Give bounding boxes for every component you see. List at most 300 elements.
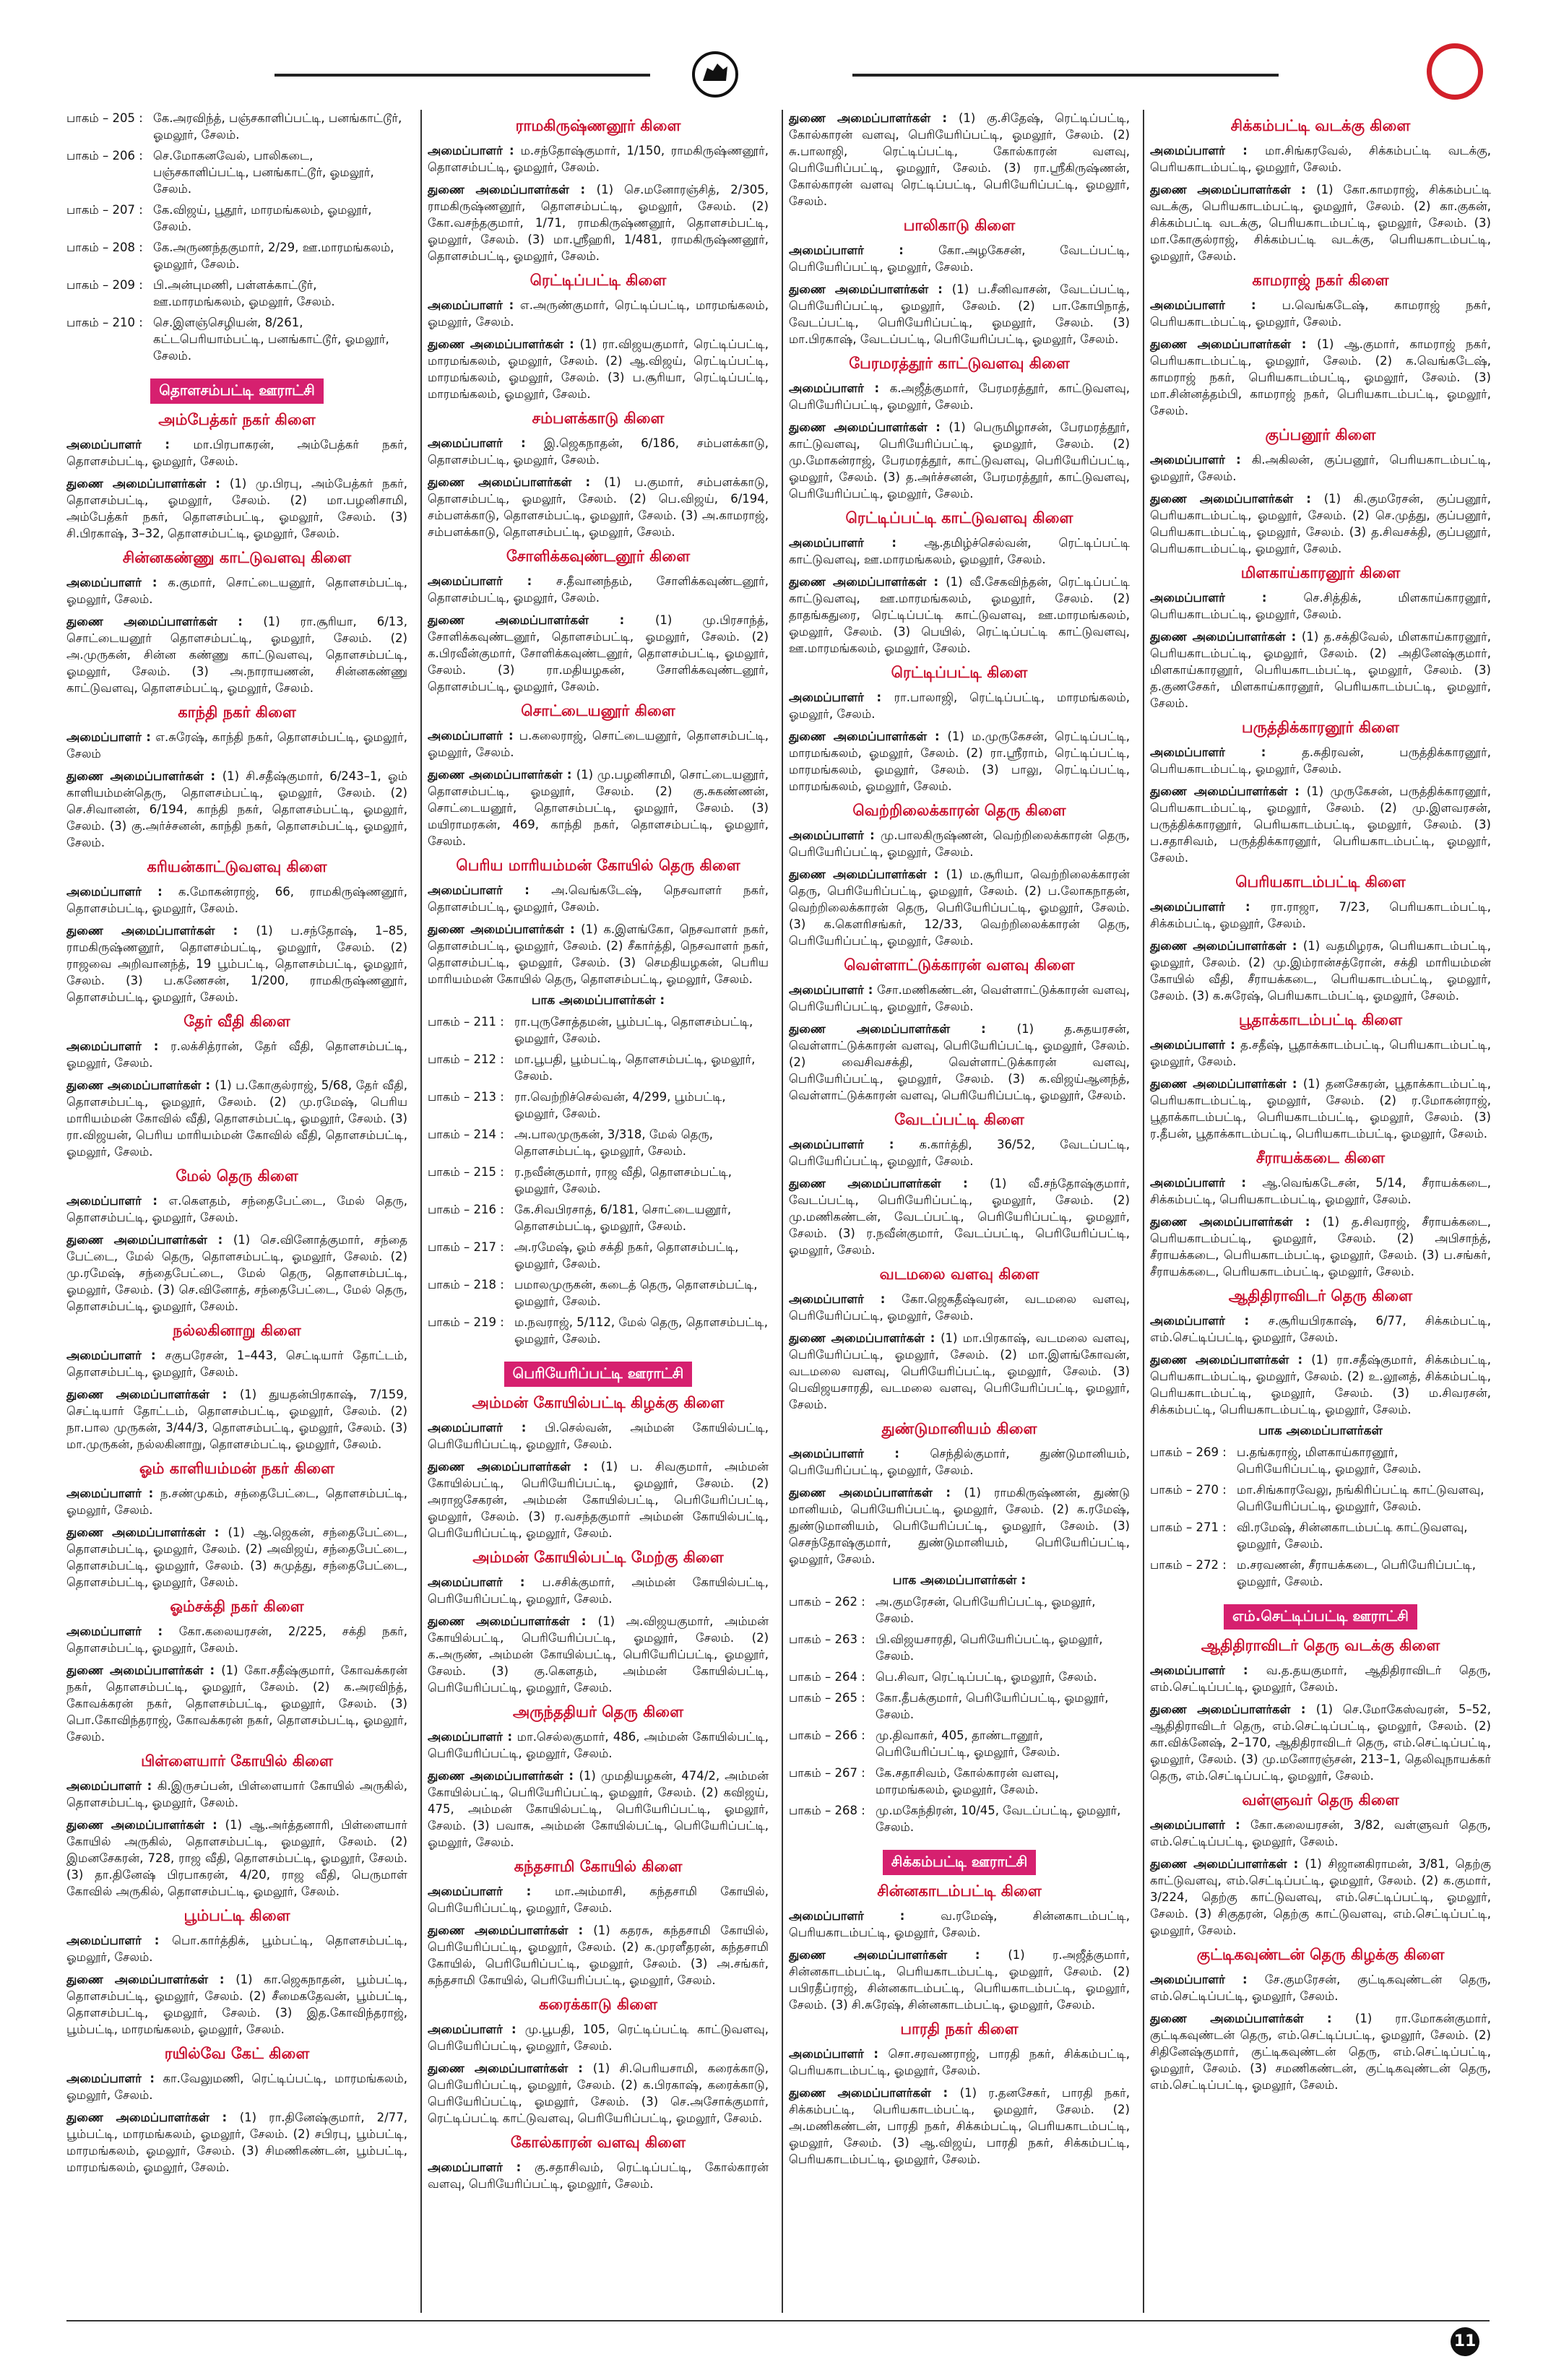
ward-row (428, 1013, 769, 1051)
deputy-label: துணை அமைப்பாளர்கள் : (1150, 1215, 1323, 1229)
deputy-text: (1) ம.முருகேசன், ரெட்டிப்பட்டி, மாரமங்கலம், ஓமலூர், சேலம். (2) ரா.ஸ்ரீராம், ரெட்டிப்பட்டி, மாரமங்கலம், ஓமலூர், சேலம். (3) பாலு, ரெட்டிப்பட்டி, மாரமங்கலம், ஓமலூர், சேலம். (789, 730, 1130, 793)
organiser-entry (789, 242, 1130, 275)
organiser-label: அமைப்பாளர் : (789, 983, 878, 997)
columns (66, 110, 1490, 2313)
deputy-text: (1) ர.அஜீத்குமார், சின்னகாடம்பட்டி, பெரியகாடம்பட்டி, ஓமலூர், சேலம். (2) பபிரதீப்ராஜ், சின்னகாடம்பட்டி, பெரியகாடம்பட்டி, ஓமலூர், சேலம். (3) சி.சுரேஷ், சின்னகாடம்பட்டி, ஓமலூர், சேலம். (789, 1948, 1130, 2012)
ward-member: ம.சரவணன், சீராயக்கடை, பெரியேரிப்பட்டி, ஓமலூர், சேலம். (1237, 1558, 1477, 1588)
deputy-text: (1) ரா.விஜயகுமார், ரெட்டிப்பட்டி, மாரமங்கலம், ஓமலூர், சேலம். (2) ஆ.விஜய், ரெட்டிப்பட்டி, மாரமங்கலம், ஓமலூர், சேலம். (3) ப.சூரியா, ரெட்டிப்பட்டி, மாரமங்கலம், ஓமலூர், சேலம். (428, 337, 769, 401)
deputy-text: (1) ஆ.குமார், காமராஜ் நகர், பெரியகாடம்பட்டி, ஓமலூர், சேலம். (2) க.வெங்கடேஷ், காமராஜ் நகர், பெரியகாடம்பட்டி, ஓமலூர், சேலம். (3) மா.சின்னத்தம்பி, காமராஜ் நகர், பெரியகாடம்பட்டி, ஓமலூர், சேலம். (1150, 337, 1491, 417)
branch-heading: சீராயக்கடை கிளை (1255, 1149, 1386, 1167)
deputy-label: துணை அமைப்பாளர்கள் : (66, 1663, 222, 1677)
deputy-label: துணை அமைப்பாளர்கள் : (789, 867, 946, 881)
organiser-entry (1150, 899, 1491, 932)
ward-number: பாகம் – 264 : (789, 1670, 865, 1684)
organiser-label: அமைப்பாளர் : (789, 1292, 902, 1306)
deputy-entry (66, 768, 407, 851)
deputy-text: (1) துயதன்பிரகாஷ், 7/159, செட்டியார் தோட்டம், தொளசம்பட்டி, ஓமலூர், சேலம். (2) நா.பால முருகன், 3/44/3, தொளசம்பட்டி, ஓமலூர், சேலம். (3) மா.முருகன், நல்லகினாறு, தொளசம்பட்டி, ஓமலூர், சேலம். (66, 1388, 407, 1451)
deputy-entry (66, 1232, 407, 1315)
ward-number: பாகம் – 218 : (428, 1278, 504, 1291)
ward-number: பாகம் – 206 : (66, 149, 143, 163)
deputy-text: (1) சி.சதீஷ்குமார், 6/243–1, ஓம் காளியம்மன்தெரு, தொளசம்பட்டி, ஓமலூர், சேலம். (2) செ.சிவானன், 6/194, காந்தி நகர், தொளசம்பட்டி, ஓமலூர், சேலம். (3) கு.அர்ச்சனன், காந்தி நகர், தொளசம்பட்டி, ஓமலூர், சேலம். (66, 769, 407, 849)
deputy-text: (1) கோ.சதீஷ்குமார், கோவக்கரன் நகர், தொளசம்பட்டி, ஓமலூர், சேலம். (2) க.அரவிந்த், கோவக்கரன் நகர், தொளசம்பட்டி, ஓமலூர், சேலம். (3) பொ.கோவிந்தராஜ், கோவக்கரன் நகர், தொளசம்பட்டி, ஓமலூர், சேலம். (66, 1663, 407, 1744)
deputy-text: (1) செ.மோகேஸ்வரன், 5–52, ஆதிதிராவிடர் தெரு, எம்.செட்டிப்பட்டி, ஓமலூர், சேலம். (2) கா.விக்னேஷ், 2–170, ஆதிதிராவிடர் தெரு, எம்.செட்டிப்பட்டி, ஓமலூர், சேலம். (3) மு.மனோரஞ்சன், 213–1, தெலிவுநாயக்கர் தெரு, எம்.செட்டிப்பட்டி, ஓமலூர், சேலம். (1150, 1702, 1491, 1783)
deputy-entry (428, 474, 769, 540)
wards-title: பாக அமைப்பாளர்கள் : (531, 993, 665, 1008)
deputy-entry (789, 281, 1130, 347)
ward-table (428, 1013, 769, 1351)
deputy-label: துணை அமைப்பாளர்கள் : (789, 1486, 964, 1500)
deputy-entry (1150, 783, 1491, 866)
organiser-label: அமைப்பாளர் : (428, 574, 557, 588)
deputy-label: துணை அமைப்பாளர்கள் : (428, 183, 597, 196)
ward-row (428, 1239, 769, 1276)
deputy-label: துணை அமைப்பாளர்கள் : (789, 1022, 1017, 1036)
organiser-label: அமைப்பாளர் : (789, 1138, 920, 1151)
ward-row (428, 1201, 769, 1239)
deputy-label: துணை அமைப்பாளர்கள் : (789, 282, 952, 296)
ward-number: பாகம் – 269 : (1150, 1445, 1227, 1459)
organiser-label: அமைப்பாளர் : (428, 729, 519, 743)
branch-heading: அம்பேத்கர் நகர் கிளை (158, 411, 316, 428)
organiser-label: அமைப்பாளர் : (66, 1934, 173, 1947)
ward-number: பாகம் – 217 : (428, 1240, 504, 1254)
deputy-entry (428, 1922, 769, 1989)
organiser-text: செந்தில்குமார், துண்டுமானியம், பெரியேரிப்பட்டி, ஓமலூர், சேலம். (789, 1447, 1130, 1477)
deputy-entry (66, 1077, 407, 1160)
ward-row (66, 147, 407, 202)
deputy-entry (789, 1330, 1130, 1413)
branch-heading: பெரிய மாரியம்மன் கோயில் தெரு கிளை (456, 857, 740, 874)
organiser-label: அமைப்பாளர் : (428, 1730, 517, 1744)
organiser-label: அமைப்பாளர் : (1150, 1663, 1266, 1677)
deputy-text: (1) ப.சீனிவாசன், வேடப்பட்டி, பெரியேரிப்பட்டி, ஓமலூர், சேலம். (2) பா.கோபிநாத், வேடப்பட்டி, பெரியேரிப்பட்டி, ஓமலூர், சேலம். (3) மா.பிரகாஷ், வேடப்பட்டி, பெரியேரிப்பட்டி, ஓமலூர், சேலம். (789, 282, 1130, 346)
deputy-text: (1) மு.பழனிசாமி, சொட்டையனூர், தொளசம்பட்டி, ஓமலூர், சேலம். (2) கு.சுகண்ணன், சொட்டையனூர், தொளசம்பட்டி, ஓமலூர், சேலம். (3) மயிராமரகன், 469, காந்தி நகர், தொளசம்பட்டி, ஓமலூர், சேலம். (428, 768, 769, 848)
ward-row (789, 1727, 1130, 1765)
ward-member: செ.இளஞ்செழியன், 8/261, கட்டபெரியாம்பட்டி, பனங்காட்டூர், ஓமலூர், சேலம். (153, 316, 389, 363)
ward-row (428, 1314, 769, 1351)
deputy-text: (1) தனசேகரன், பூதாக்காடம்பட்டி, பெரியகாடம்பட்டி, ஓமலூர், சேலம். (2) ர.மோகன்ராஜ், பூதாக்காடம்பட்டி, பெரியகாடம்பட்டி, ஓமலூர், சேலம். (3) ர.தீபன், பூதாக்காடம்பட்டி, பெரியகாடம்பட்டி, ஓமலூர், சேலம். (1150, 1077, 1491, 1141)
branch-heading: வெள்ளாட்டுக்காரன் வளவு கிளை (844, 956, 1075, 974)
ward-row (789, 1631, 1130, 1669)
branch-heading: தேர் வீதி கிளை (183, 1013, 290, 1030)
organiser-label: அமைப்பாளர் : (789, 2047, 889, 2061)
deputy-text: (1) வீ.சேகவிந்தன், ரெட்டிப்பட்டி காட்டுவளவு, ஊ.மாரமங்கலம், ஓமலூர், சேலம். (2) தாதங்கதுரை, ரெட்டிப்பட்டி காட்டுவளவு, ஊ.மாரமங்கலம், ஓமலூர், சேலம். (3) பெயில், ரெட்டிப்பட்டி காட்டுவளவு, ஊ.மாரமங்கலம், ஓமலூர், சேலம். (789, 575, 1130, 655)
branch-heading: சம்பளக்காடு கிளை (532, 410, 665, 427)
organiser-entry (66, 1623, 407, 1656)
deputy-label: துணை அமைப்பாளர்கள் : (1150, 1353, 1312, 1367)
organiser-text: கோ.அழகேசன், வேடப்பட்டி, பெரியேரிப்பட்டி, ஓமலூர், சேலம். (789, 243, 1130, 274)
deputy-label: துணை அமைப்பாளர்கள் : (428, 768, 576, 782)
organiser-label: அமைப்பாளர் : (66, 2072, 163, 2085)
deputy-entry (1150, 1213, 1491, 1280)
deputy-entry (428, 1458, 769, 1541)
ward-row (66, 239, 407, 277)
organiser-label: அமைப்பாளர் : (66, 1487, 160, 1500)
ward-number: பாகம் – 265 : (789, 1691, 865, 1705)
branch-heading: சின்னகாடம்பட்டி கிளை (877, 1882, 1042, 1900)
ward-banner-wrap (428, 1362, 769, 1387)
organiser-entry (428, 297, 769, 330)
deputy-label: துணை அமைப்பாளர்கள் : (66, 924, 256, 938)
deputy-label: துணை அமைப்பாளர்கள் : (428, 2061, 593, 2075)
organiser-label: அமைப்பாளர் : (428, 1421, 545, 1435)
deputy-text: (1) அ.விஜயகுமார், அம்மன் கோயில்பட்டி, பெரியேரிப்பட்டி, ஓமலூர், சேலம். (2) க.அருண், அம்மன் கோயில்பட்டி, பெரியேரிப்பட்டி, ஓமலூர், சேலம். (3) கு.கௌதம், அம்மன் கோயில்பட்டி, பெரியேரிப்பட்டி, ஓமலூர், சேலம். (428, 1614, 769, 1695)
branch-heading: ரெட்டிப்பட்டி கிளை (530, 272, 667, 289)
deputy-entry (789, 1947, 1130, 2013)
deputy-text: (1) வீ.சந்தோஷ்குமார், வேடப்பட்டி, பெரியேரிப்பட்டி, ஓமலூர், சேலம். (2) மு.மணிகண்டன், வேடப்பட்டி, பெரியேரிப்பட்டி, ஓமலூர், சேலம். (3) ர.நவீன்குமார், வேடப்பட்டி, பெரியேரிப்பட்டி, ஓமலூர், சேலம். (789, 1177, 1130, 1257)
organiser-text: கோ.கலையரசன், 2/225, சக்தி நகர், தொளசம்பட்டி, ஓமலூர், சேலம். (66, 1624, 407, 1655)
organiser-entry (789, 2046, 1130, 2079)
deputy-label: துணை அமைப்பாளர்கள் : (1150, 2012, 1355, 2025)
organiser-entry (1150, 297, 1491, 330)
organiser-entry (1150, 1971, 1491, 2004)
organiser-text: ஆ.வெங்கடேசன், 5/14, சீராயக்கடை, சிக்கம்பட்டி, பெரியகாடம்பட்டி, ஓமலூர், சேலம். (1150, 1176, 1491, 1206)
organiser-label: அமைப்பாளர் : (428, 883, 552, 897)
ward-number: பாகம் – 216 : (428, 1203, 504, 1216)
ward-row (66, 314, 407, 368)
ward-member: அ.ரமேஷ், ஓம் சக்தி நகர், தொளசம்பட்டி, ஓமலூர், சேலம். (514, 1240, 739, 1271)
deputy-label: துணை அமைப்பாளர்கள் : (428, 1614, 598, 1628)
organiser-text: சொ.சரவணராஜ், பாரதி நகர், சிக்கம்பட்டி, பெரியகாடம்பட்டி, ஓமலூர், சேலம். (789, 2047, 1130, 2077)
deputy-entry (1150, 1856, 1491, 1939)
deputy-entry (66, 1971, 407, 2038)
deputy-label: துணை அமைப்பாளர்கள் : (789, 1948, 1008, 1962)
organiser-entry (789, 1291, 1130, 1324)
ward-member: ரா.வெற்றிச்செல்வன், 4/299, பூம்பட்டி, ஓமலூர், சேலம். (514, 1090, 726, 1120)
organiser-entry (428, 2021, 769, 2054)
deputy-entry (1150, 181, 1491, 264)
organiser-text: ர.லக்சித்ரான், தேர் வீதி, தொளசம்பட்டி, ஓமலூர், சேலம். (66, 1039, 407, 1070)
organiser-entry (66, 2070, 407, 2103)
organiser-entry (1150, 1312, 1491, 1346)
organiser-entry (789, 982, 1130, 1015)
branch-heading: சோளிக்கவுண்டனூர் கிளை (506, 548, 691, 565)
deputy-text: (1) ஆ.அர்த்தனாரி, பிள்ளையார் கோயில் அருகில், தொளசம்பட்டி, ஓமலூர், சேலம். (2) இமனசேகரன், 728, ராஜ வீதி, தொளசம்பட்டி, ஓமலூர், சேலம். (3) தா.தினேஷ் பிரபாகரன், 4/20, ராஜ வீதி, பெருமாள் கோவில் அருகில், தொளசம்பட்டி, ஓமலூர், சேலம். (66, 1818, 407, 1898)
deputy-entry (66, 922, 407, 1005)
ward-number: பாகம் – 271 : (1150, 1520, 1227, 1534)
organiser-entry (66, 1038, 407, 1071)
ward-number: பாகம் – 270 : (1150, 1483, 1227, 1497)
deputy-label: துணை அமைப்பாளர்கள் : (66, 2111, 240, 2124)
deputy-label: துணை அமைப்பாளர்கள் : (66, 1973, 236, 1986)
branch-heading: குட்டிகவுண்டன் தெரு கிழக்கு கிளை (1196, 1946, 1445, 1963)
organiser-entry (428, 727, 769, 761)
ward-number: பாகம் – 263 : (789, 1632, 865, 1646)
deputy-text: (1) கு.சிதேஷ், ரெட்டிப்பட்டி, கோல்காரன் வளவு, பெரியேரிப்பட்டி, ஓமலூர், சேலம். (2) சு.பாலாஜி, ரெட்டிப்பட்டி, கோல்காரன் வளவு, பெரியேரிப்பட்டி, ஓமலூர், சேலம். (3) ரா.ஸ்ரீகிருஷ்ணன், கோல்காரன் வளவு ரெட்டிப்பட்டி, பெரியேரிப்பட்டி, ஓமலூர், சேலம். (789, 111, 1130, 208)
ward-row (1150, 1444, 1491, 1481)
ward-member: ம.நவராஜ், 5/112, மேல் தெரு, தொளசம்பட்டி, ஓமலூர், சேலம். (514, 1315, 768, 1346)
organiser-entry (1150, 1037, 1491, 1070)
organiser-text: எ.அருண்குமார், ரெட்டிப்பட்டி, மாரமங்கலம், ஓமலூர், சேலம். (428, 298, 769, 329)
deputy-label: துணை அமைப்பாளர்கள் : (1150, 939, 1303, 953)
ward-table (789, 1593, 1130, 1840)
ward-banner-wrap (66, 378, 407, 404)
deputy-entry (1150, 1076, 1491, 1142)
deputy-text: (1) முமதியழகன், 474/2, அம்மன் கோயில்பட்டி, பெரியேரிப்பட்டி, ஓமலூர், சேலம். (2) கவிஜய், 475, அம்மன் கோயில்பட்டி, பெரியேரிப்பட்டி, ஓமலூர், சேலம். (3) பவாசு, அம்மன் கோயில்பட்டி, பெரியேரிப்பட்டி, ஓமலூர், சேலம். (428, 1769, 769, 1849)
branch-heading: சின்னகண்ணு காட்டுவளவு கிளை (122, 549, 352, 566)
ward-member: கே.விஜய், பூதூர், மாரமங்கலம், ஓமலூர், சேலம். (153, 203, 372, 233)
deputy-label: துணை அமைப்பாளர்கள் : (428, 1924, 594, 1937)
ward-number: பாகம் – 213 : (428, 1090, 504, 1104)
organiser-text: த.சுதிரவன், பருத்திக்காரனூர், பெரியகாடம்பட்டி, ஓமலூர், சேலம். (1150, 745, 1491, 776)
organiser-label: அமைப்பாளர் : (428, 298, 520, 312)
ward-number: பாகம் – 272 : (1150, 1558, 1227, 1572)
organiser-label: அமைப்பாளர் : (1150, 1176, 1263, 1190)
ward-banner: பெரியேரிப்பட்டி ஊராட்சி (504, 1362, 693, 1387)
branch-heading: ஆதிதிராவிடர் தெரு வடக்கு கிளை (1201, 1637, 1440, 1654)
ward-number: பாகம் – 209 : (66, 278, 143, 292)
branch-heading: நல்லகினாறு கிளை (173, 1322, 301, 1339)
organiser-label: அமைப்பாளர் : (789, 1447, 930, 1461)
deputy-label: துணை அமைப்பாளர்கள் : (1150, 784, 1307, 798)
deputy-text: (1) ப.கோகுல்ராஜ், 5/68, தேர் வீதி, தொளசம்பட்டி, ஓமலூர், சேலம். (2) மு.ரமேஷ், பெரிய மாரியம்மன் கோவில் வீதி, தொளசம்பட்டி, ஓமலூர், சேலம். (3) ரா.விஜயன், பெரிய மாரியம்மன் கோவில் வீதி, தொளசம்பட்டி, ஓமலூர், சேலம். (66, 1078, 407, 1159)
branch-heading: கரைக்காடு கிளை (538, 1996, 658, 2013)
organiser-text: த.சதீஷ், பூதாக்காடம்பட்டி, பெரியகாடம்பட்டி, ஓமலூர், சேலம். (1150, 1038, 1491, 1068)
deputy-label: துணை அமைப்பாளர்கள் : (66, 1526, 228, 1539)
page-number: 11 (1451, 2327, 1479, 2356)
ward-number: பாகம் – 207 : (66, 203, 143, 217)
ward-member: மா.சிங்காரவேலு, நங்கிரிப்பட்டி காட்டுவளவு, பெரியேரிப்பட்டி, ஓமலூர், சேலம். (1237, 1483, 1484, 1513)
branch-heading: ரயில்வே கேட் கிளை (164, 2045, 310, 2062)
organiser-entry (66, 1778, 407, 1811)
deputy-entry (66, 1386, 407, 1453)
deputy-text: (1) த.சிவராஜ், சீராயக்கடை, பெரியகாடம்பட்டி, ஓமலூர், சேலம். (2) அபிசாந்த், சீராயக்கடை, பெரியகாடம்பட்டி, ஓமலூர், சேலம். (3) ப.சங்கர், சீராயக்கடை, பெரியகாடம்பட்டி, ஓமலூர், சேலம். (1150, 1215, 1491, 1278)
ward-row (428, 1276, 769, 1314)
deputy-entry (789, 574, 1130, 657)
ward-member: கே.சிவபிரசாத், 6/181, சொட்டையனூர், தொளசம்பட்டி, ஓமலூர், சேலம். (514, 1203, 732, 1233)
organiser-entry (789, 1445, 1130, 1479)
ward-member: ப.தங்கராஜ், மிளகாய்காரனூர், பெரியேரிப்பட்டி, ஓமலூர், சேலம். (1237, 1445, 1422, 1476)
branch-heading: பாரதி நகர் கிளை (900, 2020, 1019, 2038)
deputy-label: துணை அமைப்பாளர்கள் : (789, 420, 949, 434)
deputy-label: துணை அமைப்பாளர்கள் : (66, 1818, 225, 1832)
organiser-label: அமைப்பாளர் : (428, 1575, 543, 1589)
ward-number: பாகம் – 214 : (428, 1128, 504, 1141)
organiser-entry (789, 380, 1130, 413)
deputy-label: துணை அமைப்பாளர்கள் : (428, 1769, 579, 1783)
deputy-text: (1) க.இளங்கோ, நெசவாளர் நகர், தொளசம்பட்டி, ஓமலூர், சேலம். (2) சீகார்த்தி, நெசவாளர் நகர், தொளசம்பட்டி, ஓமலூர், சேலம். (3) செமதியழகன், பெரிய மாரியம்மன் கோயில் தெரு, தொளசம்பட்டி, ஓமலூர், சேலம். (428, 922, 769, 986)
organiser-entry (428, 435, 769, 468)
organiser-text: மு.பூபதி, 105, ரெட்டிப்பட்டி காட்டுவளவு, பெரியேரிப்பட்டி, ஓமலூர், சேலம். (428, 2022, 769, 2053)
deputy-text: (1) செ.மனோரஞ்சித், 2/305, ராமகிருஷ்ணனூர், தொளசம்பட்டி, ஓமலூர், சேலம். (2) கோ.வசந்தகுமார், 1/71, ராமகிருஷ்ணனூர், தொளசம்பட்டி, ஓமலூர், சேலம். (3) மா.ஸ்ரீஹரி, 1/481, ராமகிருஷ்ணனூர், தொளசம்பட்டி, ஓமலூர், சேலம். (428, 183, 769, 263)
branch-heading: சொட்டையனூர் கிளை (521, 702, 675, 719)
ward-table (66, 110, 407, 368)
deputy-entry (66, 2109, 407, 2176)
deputy-label: துணை அமைப்பாளர்கள் : (789, 111, 959, 125)
organiser-label: அமைப்பாளர் : (1150, 745, 1302, 759)
organiser-label: அமைப்பாளர் : (789, 243, 939, 257)
organiser-text: வ.ரமேஷ், சின்னகாடம்பட்டி, பெரியகாடம்பட்டி, ஓமலூர், சேலம். (789, 1909, 1130, 1939)
organiser-label: அமைப்பாளர் : (789, 691, 894, 704)
organiser-label: அமைப்பாளர் : (1150, 1973, 1265, 1986)
ward-row (789, 1765, 1130, 1802)
branch-heading: பெரியகாடம்பட்டி கிளை (1235, 873, 1406, 891)
deputy-text: (1) மு.பிரபு, அம்பேத்கர் நகர், தொளசம்பட்டி, ஓமலூர், சேலம். (2) மா.பழனிசாமி, அம்பேத்கர் நகர், தொளசம்பட்டி, ஓமலூர், சேலம். (3) சி.பிரகாஷ், 3–32, தொளசம்பட்டி, ஓமலூர், சேலம். (66, 477, 407, 540)
deputy-entry (66, 475, 407, 542)
column-1 (66, 110, 407, 2313)
deputy-label: துணை அமைப்பாளர்கள் : (1150, 492, 1324, 506)
organiser-entry (428, 142, 769, 176)
branch-heading: கந்தசாமி கோயில் கிளை (514, 1858, 683, 1875)
deputy-entry (789, 110, 1130, 209)
deputy-text: (1) ரா.தினேஷ்குமார், 2/77, பூம்பட்டி, மாரமங்கலம், ஓமலூர், சேலம். (2) சபிரபு, பூம்பட்டி, மாரமங்கலம், ஓமலூர், சேலம். (3) சிமணிகண்டன், பூம்பட்டி, மாரமங்கலம், ஓமலூர், சேலம். (66, 2111, 407, 2174)
column-4 (1150, 110, 1491, 2313)
organiser-entry (1150, 451, 1491, 485)
deputy-entry (66, 1524, 407, 1591)
organiser-label: அமைப்பாளர் : (66, 1349, 165, 1362)
ward-row (428, 1164, 769, 1201)
deputy-text: (1) மா.பிரகாஷ், வடமலை வளவு, பெரியேரிப்பட்டி, ஓமலூர், சேலம். (2) மா.இளங்கோவன், வடமலை வளவு, பெரியேரிப்பட்டி, ஓமலூர், சேலம். (3) பெவிஜயசாரதி, வடமலை வளவு, பெரியேரிப்பட்டி, ஓமலூர், சேலம். (789, 1331, 1130, 1411)
organiser-entry (66, 436, 407, 469)
deputy-text: (1) சிஜானகிராமன், 3/81, தெற்கு காட்டுவளவு, எம்.செட்டிப்பட்டி, ஓமலூர், சேலம். (2) க.குமார், 3/224, தெற்கு காட்டுவளவு, எம்.செட்டிப்பட்டி, ஓமலூர், சேலம். (3) சிகுதரன், தெற்கு காட்டுவளவு, எம்.செட்டிப்பட்டி, ஓமலூர், சேலம். (1150, 1857, 1491, 1937)
organiser-text: கோ.ஜெகதீஷ்வரன், வடமலை வளவு, பெரியேரிப்பட்டி, ஓமலூர், சேலம். (789, 1292, 1130, 1323)
deputy-label: துணை அமைப்பாளர்கள் : (428, 1460, 601, 1474)
ward-number: பாகம் – 205 : (66, 111, 143, 125)
ward-row (66, 202, 407, 239)
deputy-label: துணை அமைப்பாளர்கள் : (789, 2086, 960, 2100)
organiser-entry (428, 882, 769, 915)
ward-row (66, 110, 407, 147)
deputy-label: துணை அமைப்பாளர்கள் : (66, 1233, 233, 1247)
organiser-text: கு.சதாசிவம், ரெட்டிப்பட்டி, கோல்காரன் வளவு, பெரியேரிப்பட்டி, ஓமலூர், சேலம். (428, 2160, 769, 2191)
branch-heading: ஓம் காளியம்மன் நகர் கிளை (139, 1460, 335, 1477)
ward-number: பாகம் – 266 : (789, 1728, 865, 1742)
organiser-text: ந.சண்முகம், சந்தைபேட்டை, தொளசம்பட்டி, ஓமலூர், சேலம். (66, 1487, 407, 1517)
organiser-label: அமைப்பாளர் : (66, 885, 178, 899)
organiser-label: அமைப்பாளர் : (66, 438, 194, 451)
branch-heading: பருத்திக்காரனூர் கிளை (1242, 719, 1399, 736)
deputy-label: துணை அமைப்பாளர்கள் : (789, 730, 948, 743)
ward-number: பாகம் – 219 : (428, 1315, 504, 1329)
organiser-entry (1150, 589, 1491, 623)
organiser-label: அமைப்பாளர் : (1150, 298, 1282, 312)
ward-member: ரா.புருசோத்தமன், பூம்பட்டி, தொளசம்பட்டி, ஓமலூர், சேலம். (514, 1015, 753, 1045)
organiser-label: அமைப்பாளர் : (789, 381, 890, 395)
header-rule-left (275, 74, 650, 77)
deputy-entry (428, 612, 769, 695)
branch-heading: ரெட்டிப்பட்டி காட்டுவளவு கிளை (845, 509, 1073, 527)
organiser-text: சே.குமரேசன், குட்டிகவுண்டன் தெரு, எம்.செட்டிப்பட்டி, ஓமலூர், சேலம். (1150, 1973, 1491, 2003)
column-3 (789, 110, 1130, 2313)
organiser-label: அமைப்பாளர் : (66, 1624, 179, 1638)
branch-heading: துண்டுமானியம் கிளை (881, 1420, 1037, 1437)
deputy-entry (789, 1021, 1130, 1104)
organiser-label: அமைப்பாளர் : (428, 2160, 535, 2174)
ward-banner: தொளசம்பட்டி ஊராட்சி (150, 378, 323, 404)
organiser-label: அமைப்பாளர் : (789, 1909, 941, 1923)
ward-member: செ.மோகனவேல், பாலிகடை, பஞ்சகாளிப்பட்டி, பனங்காட்டூர், ஓமலூர், சேலம். (153, 149, 374, 196)
branch-heading: கரியன்காட்டுவளவு கிளை (147, 858, 327, 875)
ward-member: கே.சதாசிவம், கோல்காரன் வளவு, மாரமங்கலம், ஓமலூர், சேலம். (876, 1766, 1059, 1796)
organiser-label: அமைப்பாளர் : (1150, 591, 1304, 605)
ward-member: மு.மகேந்திரன், 10/45, வேடப்பட்டி, ஓமலூர், சேலம். (876, 1804, 1121, 1834)
organiser-text: மு.பாலகிருஷ்ணன், வெற்றிலைக்காரன் தெரு, பெரியேரிப்பட்டி, ஓமலூர், சேலம். (789, 828, 1130, 859)
deputy-entry (428, 1767, 769, 1851)
deputy-text: (1) த.சுதயரசன், வெள்ளாட்டுக்காரன் வளவு, பெரியேரிப்பட்டி, ஓமலூர், சேலம். (2) வைசிவசக்தி, வெள்ளாட்டுக்காரன் வளவு, பெரியேரிப்பட்டி, ஓமலூர், சேலம். (3) க.விஜய்ஆனந்த், வெள்ளாட்டுக்காரன் வளவு, பெரியேரிப்பட்டி, ஓமலூர், சேலம். (789, 1022, 1130, 1102)
deputy-label: துணை அமைப்பாளர்கள் : (789, 1331, 941, 1345)
deputy-entry (789, 1175, 1130, 1258)
organiser-label: அமைப்பாளர் : (428, 2022, 525, 2036)
organiser-entry (1150, 142, 1491, 176)
branch-heading: பூதாக்காடம்பட்டி கிளை (1238, 1011, 1403, 1029)
ward-banner-wrap (1150, 1604, 1491, 1630)
organiser-text: சகுபரேசன், 1–443, செட்டியார் தோட்டம், தொளசம்பட்டி, ஓமலூர், சேலம். (66, 1349, 407, 1379)
organiser-entry (66, 1193, 407, 1226)
ward-number: பாகம் – 215 : (428, 1165, 504, 1179)
deputy-text: (1) ப.குமார், சம்பளக்காடு, தொளசம்பட்டி, ஓமலூர், சேலம். (2) பெ.விஜய், 6/194, சம்பளக்காடு, தொளசம்பட்டி, ஓமலூர், சேலம். (3) அ.காமராஜ், சம்பளக்காடு, தொளசம்பட்டி, ஓமலூர், சேலம். (428, 475, 769, 539)
organiser-text: க.அஜீத்குமார், பேரமரத்தூர், காட்டுவளவு, பெரியேரிப்பட்டி, ஓமலூர், சேலம். (789, 381, 1130, 412)
deputy-text: (1) கோ.காமராஜ், சிக்கம்பட்டி வடக்கு, பெரியகாடம்பட்டி, ஓமலூர், சேலம். (2) கா.குகன், சிக்கம்பட்டி வடக்கு, பெரியகாடம்பட்டி, ஓமலூர், சேலம். (3) மா.கோகுல்ராஜ், சிக்கம்பட்டி வடக்கு, பெரியகாடம்பட்டி, ஓமலூர், சேலம். (1150, 183, 1491, 263)
organiser-entry (789, 689, 1130, 722)
organiser-entry (428, 1883, 769, 1916)
ward-member: பமாலமுருகன், கடைத் தெரு, தொளசம்பட்டி, ஓமலூர், சேலம். (514, 1278, 758, 1308)
organiser-text: ரா.பாலாஜி, ரெட்டிப்பட்டி, மாரமங்கலம், ஓமலூர், சேலம். (789, 691, 1130, 721)
deputy-text: (1) ம.சூரியா, வெற்றிலைக்காரன் தெரு, பெரியேரிப்பட்டி, ஓமலூர், சேலம். (2) ப.லோகநாதன், வெற்றிலைக்காரன் தெரு, பெரியேரிப்பட்டி, ஓமலூர், சேலம். (3) க.கௌரிசங்கர், 12/33, வெற்றிலைக்காரன் தெரு, பெரியேரிப்பட்டி, ஓமலூர், சேலம். (789, 867, 1130, 948)
ward-row (428, 1126, 769, 1164)
deputy-label: துணை அமைப்பாளர்கள் : (428, 337, 580, 351)
branch-heading: பேரமரத்தூர் காட்டுவளவு கிளை (849, 355, 1070, 372)
ward-number: பாகம் – 262 : (789, 1595, 865, 1609)
branch-heading: வள்ளுவர் தெரு கிளை (1242, 1791, 1399, 1809)
organiser-entry (428, 1419, 769, 1453)
deputy-label: துணை அமைப்பாளர்கள் : (1150, 630, 1302, 644)
deputy-entry (1150, 1351, 1491, 1418)
deputy-entry (1150, 490, 1491, 557)
organiser-label: அமைப்பாளர் : (1150, 453, 1252, 467)
organiser-text: கி.அகிலன், குப்பனூர், பெரியகாடம்பட்டி, ஓமலூர், சேலம். (1150, 453, 1491, 483)
organiser-label: அமைப்பாளர் : (428, 1884, 556, 1898)
organiser-text: ப.கலைராஜ், சொட்டையனூர், தொளசம்பட்டி, ஓமலூர், சேலம். (428, 729, 769, 759)
deputy-text: (1) ர.தனசேகர், பாரதி நகர், சிக்கம்பட்டி, பெரியகாடம்பட்டி, ஓமலூர், சேலம். (2) அ.மணிகண்டன், பாரதி நகர், சிக்கம்பட்டி, பெரியகாடம்பட்டி, ஓமலூர், சேலம். (3) ஆ.விஜய், பாரதி நகர், சிக்கம்பட்டி, பெரியகாடம்பட்டி, ஓமலூர், சேலம். (789, 2086, 1130, 2166)
red-circle-icon (1427, 43, 1483, 100)
ward-row (789, 1593, 1130, 1631)
deputy-text: (1) கதரசு, கந்தசாமி கோயில், பெரியேரிப்பட்டி, ஓமலூர், சேலம். (2) க.முரளீதரன், கந்தசாமி கோயில், பெரியேரிப்பட்டி, ஓமலூர், சேலம். (3) அ.சங்கர், கந்தசாமி கோயில், பெரியேரிப்பட்டி, ஓமலூர், சேலம். (428, 1924, 769, 1987)
branch-heading: வெற்றிலைக்காரன் தெரு கிளை (852, 802, 1066, 819)
wards-title: பாக அமைப்பாளர்கள் : (892, 1573, 1026, 1588)
organiser-text: கி.இருசப்பன், பிள்ளையார் கோயில் அருகில், தொளசம்பட்டி, ஓமலூர், சேலம். (66, 1779, 407, 1809)
organiser-label: அமைப்பாளர் : (66, 1039, 171, 1053)
branch-heading: குப்பனூர் கிளை (1265, 426, 1376, 443)
branch-heading: ஓம்சக்தி நகர் கிளை (170, 1598, 304, 1615)
organiser-text: எ.சுரேஷ், காந்தி நகர், தொளசம்பட்டி, ஓமலூர், சேலம் (66, 730, 407, 761)
organiser-text: ப.சசிக்குமார், அம்மன் கோயில்பட்டி, பெரியேரிப்பட்டி, ஓமலூர், சேலம். (428, 1575, 769, 1606)
deputy-text: (1) ப. சிவகுமார், அம்மன் கோயில்பட்டி, பெரியேரிப்பட்டி, ஓமலூர், சேலம். (2) அராஜசேகரன், அம்மன் கோயில்பட்டி, பெரியேரிப்பட்டி, ஓமலூர், சேலம். (3) ர.வசந்தகுமார் அம்மன் கோயில்பட்டி, பெரியேரிப்பட்டி, ஓமலூர், சேலம். (428, 1460, 769, 1540)
ward-banner: சிக்கம்பட்டி ஊராட்சி (883, 1850, 1037, 1875)
organiser-entry (789, 827, 1130, 860)
ward-banner: எம்.செட்டிப்பட்டி ஊராட்சி (1224, 1604, 1417, 1630)
organiser-label: அமைப்பாளர் : (1150, 144, 1266, 157)
deputy-label: துணை அமைப்பாளர்கள் : (66, 769, 222, 783)
deputy-entry (428, 766, 769, 849)
organiser-label: அமைப்பாளர் : (66, 1194, 169, 1208)
deputy-label: துணை அமைப்பாளர்கள் : (1150, 183, 1317, 196)
organiser-text: ம.சந்தோஷ்குமார், 1/150, ராமகிருஷ்ணனூர், தொளசம்பட்டி, ஓமலூர், சேலம். (428, 144, 769, 174)
organiser-entry (1150, 744, 1491, 777)
ward-row (1150, 1557, 1491, 1594)
branch-heading: ஆதிதிராவிடர் தெரு கிளை (1228, 1287, 1413, 1304)
deputy-label: துணை அமைப்பாளர்கள் : (1150, 1857, 1305, 1871)
deputy-label: துணை அமைப்பாளர்கள் : (428, 613, 655, 627)
ward-row (428, 1089, 769, 1126)
party-emblem-icon (690, 49, 740, 100)
organiser-text: இ.ஜெகநாதன், 6/186, சம்பளக்காடு, தொளசம்பட்டி, ஓமலூர், சேலம். (428, 436, 769, 467)
ward-row (789, 1802, 1130, 1840)
deputy-label: துணை அமைப்பாளர்கள் : (1150, 1077, 1303, 1091)
branch-heading: வேடப்பட்டி கிளை (894, 1111, 1024, 1128)
organiser-text: க.கார்த்தி, 36/52, வேடப்பட்டி, பெரியேரிப்பட்டி, ஓமலூர், சேலம். (789, 1138, 1130, 1168)
deputy-text: (1) செ.வினோத்குமார், சந்தை பேட்டை, மேல் தெரு, தொளசம்பட்டி, ஓமலூர், சேலம். (2) மு.ரமேஷ், சந்தைபேட்டை, மேல் தெரு, தொளசம்பட்டி, ஓமலூர், சேலம். (3) செ.வினோத், சந்தைபேட்டை, மேல் தெரு, தொளசம்பட்டி, ஓமலூர், சேலம். (66, 1233, 407, 1313)
deputy-text: (1) ராமகிருஷ்ணன், துண்டு மானியம், பெரியேரிப்பட்டி, ஓமலூர், சேலம். (2) க.ரமேஷ், துண்டுமானியம், பெரியேரிப்பட்டி, ஓமலூர், சேலம். (3) செசந்தோஷ்குமார், துண்டுமானியம், பெரியேரிப்பட்டி, ஓமலூர், சேலம். (789, 1486, 1130, 1566)
